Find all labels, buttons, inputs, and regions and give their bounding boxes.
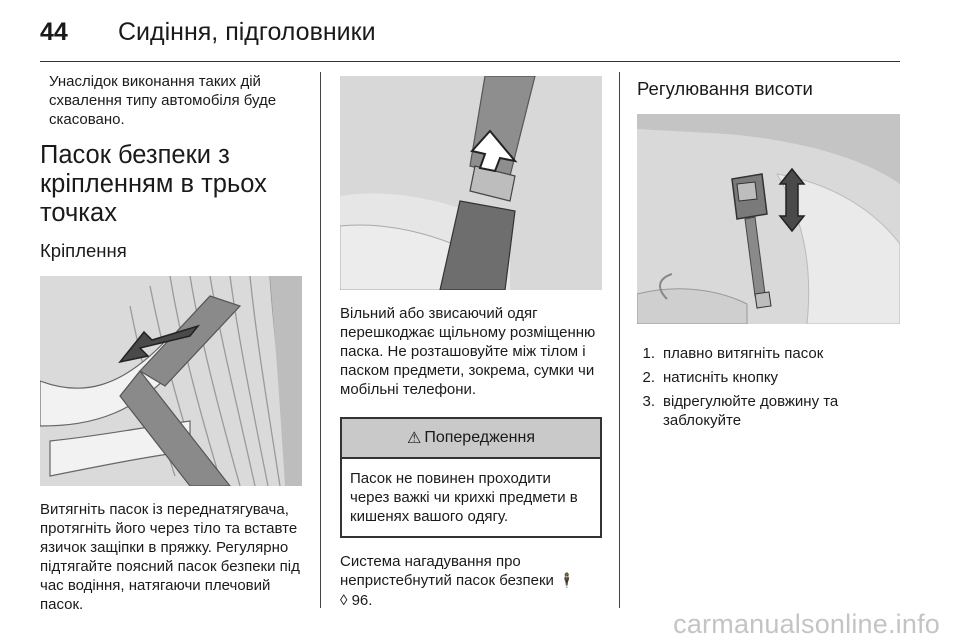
cross-reference-page[interactable]: 96. [351,592,373,609]
clothing-caption: Вільний або звисаючий одяг перешкоджає щільному розміщенню паска. Не розташовуйте між тілом і паском предмети, зокрема, сумки чи мобільні телефони. [340,305,596,398]
header-divider [40,61,900,62]
column-divider [320,72,321,608]
column-divider [619,72,620,608]
column-2 [340,72,602,610]
adjust-steps-list [637,344,900,430]
buckle-illustration [340,76,602,290]
fastening-caption: Витягніть пасок із переднатягувача, протягніть його через тіло та вставте язичок защіпки в пряжку. Регулярно підтягайте поясний пасок безпеки під час водіння, натягаючи плечовий пасок. [40,501,300,613]
watermark: carmanualsonline.info [673,609,940,639]
height-adjust-heading: Регулювання висоти [637,78,813,99]
page-header [40,18,376,48]
warning-box [340,417,602,538]
page-number: 44 [40,18,68,46]
list-item: 2. натисніть кнопку [642,369,779,386]
seatbelt-icon: 🕴 [558,573,576,589]
warning-header [342,419,600,459]
list-item: 3. відрегулюйте довжину та заблокуйте [642,393,839,429]
belt-fastening-illustration [40,276,302,486]
intro-paragraph: Унаслідок виконання таких дій схвалення типу автомобіля буде скасовано. [49,73,277,128]
section-title: Сидіння, підголовники [118,18,376,46]
column-3 [637,72,900,435]
list-item: 1. плавно витягніть пасок [642,345,824,362]
warning-title: Попередження [424,429,536,446]
height-adjust-illustration [637,114,900,324]
reminder-text: Система нагадування про непристебнутий пасок безпеки [340,553,554,589]
warning-text: Пасок не повинен проходити через важкі чи крихкі предмети в кишенях вашого одягу. [350,470,578,525]
warning-icon: ⚠ [406,430,422,447]
reminder-paragraph [340,552,602,610]
column-1 [40,72,302,614]
section-heading: Пасок безпеки з кріпленням в трьох точках [40,141,267,227]
subsection-heading: Кріплення [40,240,127,261]
cross-reference-icon[interactable]: ◊ [340,592,348,609]
